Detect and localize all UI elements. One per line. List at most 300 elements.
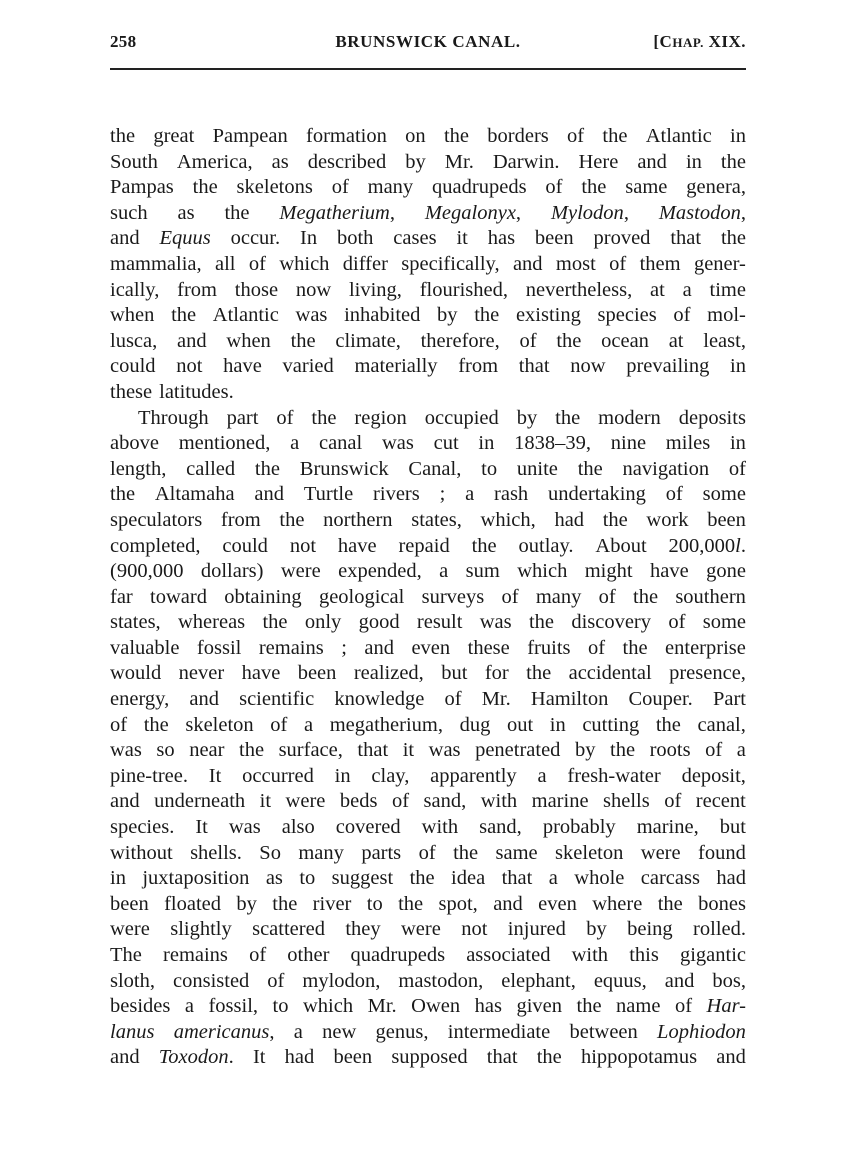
word: and xyxy=(716,1046,746,1069)
word: whole xyxy=(574,867,625,890)
word: navigation xyxy=(622,457,710,480)
word: name xyxy=(616,995,661,1018)
word: not xyxy=(176,355,203,378)
word: enterprise xyxy=(665,636,746,659)
word: the xyxy=(311,406,337,429)
word: had xyxy=(284,1046,315,1069)
text-line xyxy=(110,559,746,585)
word: genus, xyxy=(375,1020,429,1043)
word: been xyxy=(297,662,337,685)
word: pine-tree. xyxy=(110,764,188,787)
word: sloth, xyxy=(110,969,155,992)
word: which, xyxy=(480,508,536,531)
word: fresh-water xyxy=(567,764,661,787)
word: between xyxy=(569,1020,638,1043)
word: of xyxy=(110,713,128,736)
word: of xyxy=(501,585,519,608)
word: the xyxy=(577,457,603,480)
word: also xyxy=(281,816,315,839)
word: in xyxy=(730,355,746,378)
word: miles xyxy=(665,432,711,455)
word: could xyxy=(222,534,268,557)
word: to xyxy=(299,867,316,890)
word: the xyxy=(224,201,250,224)
word: not xyxy=(461,918,488,941)
word: in xyxy=(334,764,351,787)
word: now xyxy=(570,355,606,378)
word: deposit, xyxy=(681,764,746,787)
word: the xyxy=(556,329,582,352)
word: would xyxy=(110,662,162,685)
word: differ xyxy=(342,252,388,275)
word: canal xyxy=(318,432,363,455)
word: The xyxy=(110,944,142,966)
word: to xyxy=(481,457,498,480)
text-line xyxy=(110,636,746,662)
word: energy, xyxy=(110,688,170,711)
text-line xyxy=(110,841,746,867)
word: was xyxy=(479,611,512,634)
chapter-label xyxy=(653,32,746,52)
word: from xyxy=(220,508,261,531)
word: About xyxy=(595,534,647,557)
text-line xyxy=(110,866,746,892)
text-line xyxy=(110,610,746,636)
word: could xyxy=(110,355,156,378)
word: toward xyxy=(150,585,207,608)
word: Har- xyxy=(706,995,746,1018)
word: obtaining xyxy=(224,585,302,608)
word: was xyxy=(381,432,414,455)
chapter-word-rest: HAP. xyxy=(672,35,704,50)
word: shells xyxy=(603,790,650,813)
word: inhabited xyxy=(344,304,421,327)
word: deposits xyxy=(678,406,746,429)
word: 1838–39, xyxy=(514,432,591,455)
word: many xyxy=(298,841,344,864)
word: juxtaposition xyxy=(142,867,250,890)
word: the xyxy=(192,176,218,199)
word: out xyxy=(506,713,534,736)
word: on xyxy=(405,125,426,147)
word: such xyxy=(110,201,148,224)
word: in xyxy=(478,432,495,455)
word: by xyxy=(516,406,538,429)
word: elephant, xyxy=(501,969,576,992)
word: scattered xyxy=(252,918,325,941)
word: species. xyxy=(110,816,175,839)
word: speculators xyxy=(110,508,203,531)
header-rule xyxy=(110,68,746,70)
word: gigantic xyxy=(679,944,746,966)
word: it xyxy=(402,739,415,762)
word: has xyxy=(487,227,516,250)
text-line xyxy=(110,303,746,329)
text-line xyxy=(110,1020,746,1046)
word: part xyxy=(226,406,259,429)
word: bos, xyxy=(712,969,746,992)
word: this xyxy=(629,944,659,966)
word: both xyxy=(336,227,374,250)
word: of xyxy=(705,739,723,762)
word: Altamaha xyxy=(154,483,235,506)
word: that xyxy=(357,739,389,762)
word: great xyxy=(153,125,195,147)
word: and xyxy=(512,252,543,275)
word: repaid xyxy=(398,534,450,557)
word: therefore, xyxy=(420,329,500,352)
word: slightly xyxy=(170,918,232,941)
word: hippopotamus xyxy=(580,1046,698,1069)
word: roots xyxy=(649,739,691,762)
word: as xyxy=(177,201,195,224)
word: the xyxy=(720,150,746,173)
word: Mr. xyxy=(444,150,474,173)
word: besides xyxy=(110,995,171,1018)
word: discovery xyxy=(571,611,652,634)
word: the xyxy=(262,611,288,634)
word: of xyxy=(418,841,436,864)
word: were xyxy=(285,790,326,813)
word: parts xyxy=(361,841,402,864)
word: by xyxy=(236,892,257,915)
text-line xyxy=(110,585,746,611)
word: least, xyxy=(703,329,746,352)
word: were xyxy=(401,918,441,941)
word: they xyxy=(345,918,381,941)
word: of xyxy=(673,304,691,327)
word: so xyxy=(156,739,175,762)
word: rash xyxy=(494,483,529,506)
word: when xyxy=(226,329,271,352)
word: Mylodon, xyxy=(550,201,629,224)
word: them xyxy=(639,252,681,275)
text-line xyxy=(110,329,746,355)
word: in xyxy=(729,432,746,455)
word: and xyxy=(110,1046,140,1069)
word: gener- xyxy=(693,252,746,275)
word: which xyxy=(517,560,568,583)
word: and xyxy=(254,483,285,506)
word: realized, xyxy=(353,662,424,685)
text-line xyxy=(110,406,746,432)
word: it xyxy=(456,227,468,250)
word: the xyxy=(610,739,636,762)
word: apparently xyxy=(430,764,517,787)
word: spot, xyxy=(438,892,478,915)
word: a xyxy=(303,713,314,736)
word: dug xyxy=(459,713,491,736)
word: prevailing xyxy=(626,355,710,378)
text-line xyxy=(110,457,746,483)
word: and xyxy=(110,790,140,813)
text-line xyxy=(110,917,746,943)
word: without xyxy=(110,841,173,864)
word: Mastodon, xyxy=(658,201,746,224)
word: Here xyxy=(578,150,619,173)
word: might xyxy=(584,560,633,583)
word: the xyxy=(622,636,648,659)
word: of xyxy=(587,636,606,659)
text-line xyxy=(110,175,746,201)
word: with xyxy=(421,816,459,839)
word: latitudes. xyxy=(159,380,234,403)
word: the xyxy=(409,867,435,890)
word: was xyxy=(110,739,142,762)
word: idea xyxy=(451,867,486,890)
word: found xyxy=(698,841,746,864)
word: that xyxy=(670,227,702,250)
word: a xyxy=(537,764,547,787)
word: in xyxy=(549,713,566,736)
word: Hamilton xyxy=(530,688,609,711)
word: whereas xyxy=(177,611,246,634)
word: floated xyxy=(164,892,221,915)
word: a xyxy=(290,432,300,455)
word: but xyxy=(719,816,746,839)
word: sand, xyxy=(423,790,467,813)
word: at xyxy=(650,278,665,301)
word: which xyxy=(279,252,330,275)
word: specifically, xyxy=(401,252,500,275)
word: occur. xyxy=(230,227,281,250)
word: geological xyxy=(318,585,405,608)
word: a xyxy=(184,995,194,1018)
word: skeleton xyxy=(555,841,624,864)
word: dollars) xyxy=(200,560,264,583)
text-line xyxy=(110,482,746,508)
word: the xyxy=(272,892,298,915)
word: most xyxy=(555,252,596,275)
word: cut xyxy=(433,432,459,455)
text-line xyxy=(110,969,746,995)
word: have xyxy=(337,534,377,557)
word: of xyxy=(665,483,683,506)
word: the xyxy=(657,892,683,915)
word: sum xyxy=(465,560,500,583)
word: time xyxy=(709,278,746,301)
word: region xyxy=(354,406,407,429)
word: mentioned, xyxy=(178,432,271,455)
word: with xyxy=(480,790,518,813)
word: genera, xyxy=(686,176,746,199)
word: underneath xyxy=(154,790,246,813)
word: Couper. xyxy=(628,688,693,711)
chapter-word-initial: C xyxy=(659,32,673,51)
word: now xyxy=(295,278,332,301)
word: lanus xyxy=(110,1020,155,1043)
word: rivers xyxy=(373,483,420,506)
word: surveys xyxy=(421,585,485,608)
word: the xyxy=(290,329,316,352)
word: was xyxy=(295,304,328,327)
word: in xyxy=(110,867,126,890)
word: the xyxy=(602,125,628,147)
word: but xyxy=(441,662,468,685)
word: fossil xyxy=(196,636,242,659)
text-line xyxy=(110,1045,746,1071)
word: same xyxy=(495,841,538,864)
word: It xyxy=(252,1046,266,1069)
word: from xyxy=(458,355,499,378)
word: the xyxy=(279,508,305,531)
text-line xyxy=(110,738,746,764)
word: even xyxy=(411,636,451,659)
word: been xyxy=(707,508,746,531)
word: ; xyxy=(439,483,446,506)
word: materially xyxy=(354,355,438,378)
word: fossil, xyxy=(208,995,259,1018)
word: accidental xyxy=(568,662,652,685)
word: been xyxy=(534,227,574,250)
word: nine xyxy=(610,432,647,455)
word: Darwin. xyxy=(492,150,560,173)
text-line xyxy=(110,661,746,687)
word: clay, xyxy=(371,764,410,787)
book-page xyxy=(110,0,746,1150)
word: near xyxy=(189,739,225,762)
text-line xyxy=(110,508,746,534)
word: all xyxy=(215,252,236,275)
word: that xyxy=(518,355,550,378)
word: surface, xyxy=(278,739,343,762)
word: mylodon, xyxy=(302,969,381,992)
word: length, xyxy=(110,457,167,480)
word: fruits xyxy=(527,636,571,659)
word: and xyxy=(493,892,523,915)
text-line xyxy=(110,789,746,815)
text-line xyxy=(110,354,746,380)
word: Mr. xyxy=(367,995,397,1018)
word: a xyxy=(548,867,558,890)
text-line xyxy=(110,226,746,252)
word: of xyxy=(270,713,288,736)
word: scientific xyxy=(239,688,315,711)
word: many xyxy=(367,176,414,199)
text-line xyxy=(110,201,746,227)
word: quadrupeds xyxy=(432,176,527,199)
word: from xyxy=(177,278,217,301)
text-line xyxy=(110,150,746,176)
word: Pampas xyxy=(110,176,174,199)
word: the xyxy=(239,739,265,762)
word: Owen xyxy=(411,995,461,1018)
word: the xyxy=(655,713,681,736)
word: the xyxy=(576,995,602,1018)
word: of xyxy=(609,252,627,275)
word: as xyxy=(271,150,289,173)
word: of xyxy=(674,995,693,1018)
word: Mr. xyxy=(481,688,511,711)
word: the xyxy=(453,841,479,864)
word: Megalonyx, xyxy=(424,201,522,224)
word: it xyxy=(259,790,272,813)
word: by xyxy=(437,304,458,327)
word: penetrated xyxy=(475,739,561,762)
word: of xyxy=(444,688,462,711)
word: the xyxy=(581,176,607,199)
word: a xyxy=(439,560,449,583)
word: work xyxy=(646,508,689,531)
word: had xyxy=(554,508,585,531)
word: the xyxy=(633,585,659,608)
word: northern xyxy=(323,508,393,531)
word: valuable xyxy=(110,636,180,659)
text-line xyxy=(110,713,746,739)
word: southern xyxy=(675,585,746,608)
word: consisted xyxy=(173,969,250,992)
text-line xyxy=(110,124,746,150)
running-title: BRUNSWICK CANAL. xyxy=(335,32,521,51)
word: and xyxy=(177,329,207,352)
word: many xyxy=(535,585,582,608)
word: were xyxy=(280,560,321,583)
word: a xyxy=(736,739,746,762)
word: living, xyxy=(348,278,402,301)
word: has xyxy=(474,995,502,1018)
word: these xyxy=(467,636,510,659)
word: proved xyxy=(593,227,651,250)
word: being xyxy=(627,918,673,941)
text-line xyxy=(110,764,746,790)
word: states, xyxy=(411,508,462,531)
word: Through xyxy=(138,406,209,429)
word: the xyxy=(110,125,136,147)
word: carcass xyxy=(640,867,700,890)
word: probably xyxy=(542,816,616,839)
word: described xyxy=(307,150,387,173)
word: have xyxy=(241,662,281,685)
word: covered xyxy=(335,816,401,839)
word: So xyxy=(259,841,281,864)
word: flourished, xyxy=(419,278,508,301)
word: mammalia, xyxy=(110,252,202,275)
word: borders xyxy=(487,125,549,147)
word: at xyxy=(668,329,684,352)
word: been xyxy=(110,892,149,915)
word: climate, xyxy=(335,329,401,352)
word: expended, xyxy=(338,560,422,583)
word: (900,000 xyxy=(110,560,184,583)
word: the xyxy=(398,892,424,915)
word: these xyxy=(110,380,153,403)
word: Megatherium, xyxy=(279,201,395,224)
word: was xyxy=(228,816,261,839)
word: as xyxy=(265,867,283,890)
word: which xyxy=(302,995,354,1018)
word: the xyxy=(143,713,169,736)
word: cutting xyxy=(582,713,640,736)
word: megatherium, xyxy=(329,713,443,736)
word: states, xyxy=(110,611,161,634)
running-header xyxy=(110,32,746,58)
word: other xyxy=(287,944,330,966)
word: remains xyxy=(163,944,228,966)
word: the xyxy=(110,483,136,506)
word: unite xyxy=(516,457,558,480)
word: good xyxy=(358,611,400,634)
word: in xyxy=(685,150,702,173)
word: Canal, xyxy=(408,457,462,480)
word: in xyxy=(730,125,746,147)
word: occurred xyxy=(242,764,314,787)
word: 200,000l. xyxy=(668,534,746,557)
text-line xyxy=(110,431,746,457)
word: to xyxy=(272,995,289,1018)
word: had xyxy=(716,867,746,890)
word: Part xyxy=(712,688,746,711)
word: quadrupeds xyxy=(350,944,446,966)
